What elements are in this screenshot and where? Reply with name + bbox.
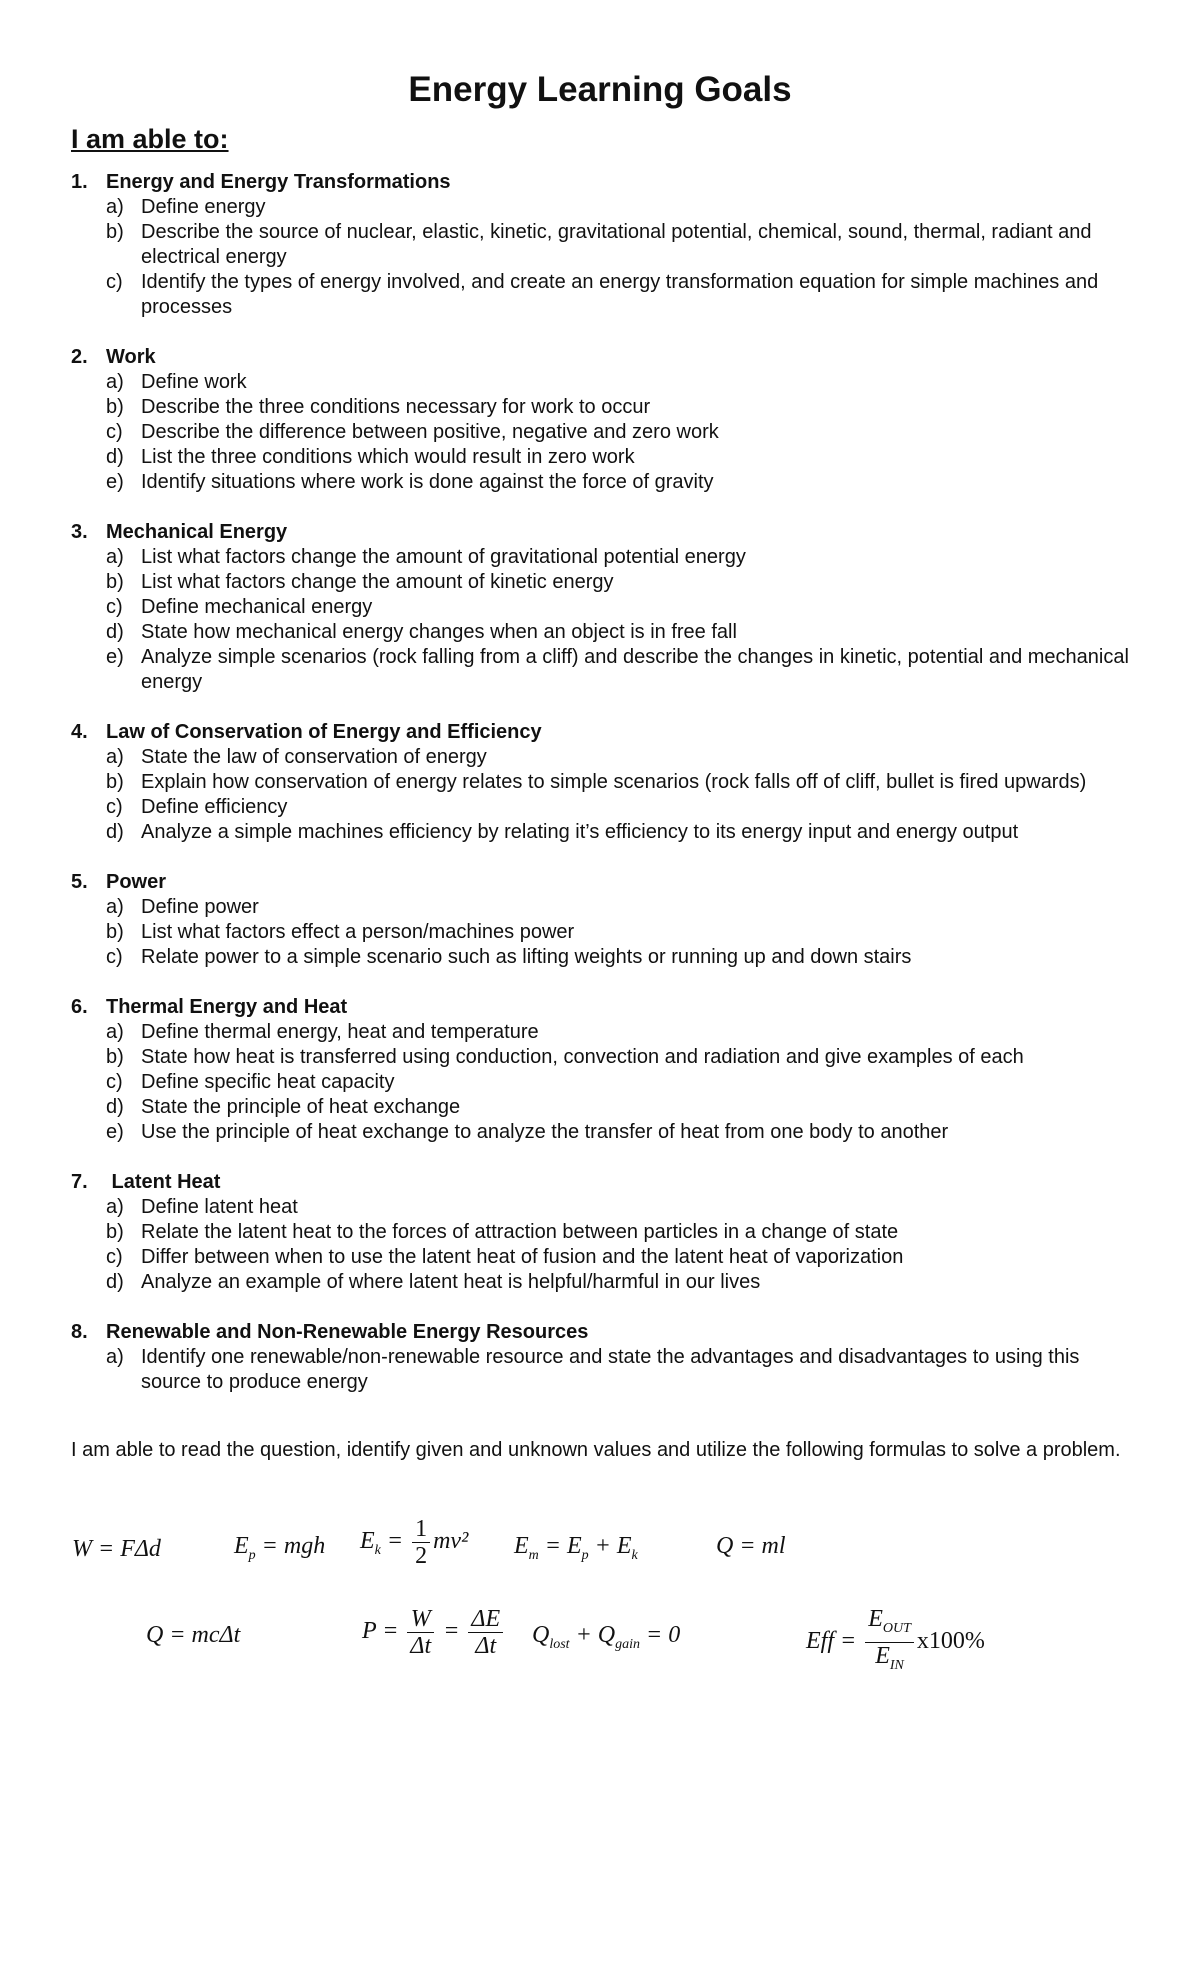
goal-section	[71, 720, 1141, 845]
section-number: 4.	[71, 721, 88, 743]
goal-section	[71, 1320, 1141, 1395]
item-text: State how heat is transferred using conduction, convection and radiation and give examples of each	[141, 1046, 1024, 1068]
item-letter: d)	[106, 1271, 124, 1293]
item-text: Describe the difference between positive, negative and zero work	[141, 421, 719, 443]
item-text: List what factors change the amount of kinetic energy	[141, 571, 614, 593]
item-letter: c)	[106, 421, 123, 443]
item-letter: b)	[106, 221, 124, 243]
section-number: 2.	[71, 346, 88, 368]
item-letter: e)	[106, 471, 124, 493]
section-title: Renewable and Non-Renewable Energy Resources	[106, 1321, 589, 1343]
item-text: Define specific heat capacity	[141, 1071, 395, 1093]
section-title: Mechanical Energy	[106, 521, 288, 543]
item-text: Explain how conservation of energy relates to simple scenarios (rock falls off of cliff, bullet is fired upwards)	[141, 771, 1087, 793]
item-letter: b)	[106, 571, 124, 593]
formula-kinetic-energy: $E_k$ = $\frac{1}{2}$ mv²	[360, 1516, 469, 1569]
section-heading	[71, 1170, 1141, 1195]
section-number: 8.	[71, 1321, 88, 1343]
item-text: Identify situations where work is done against the force of gravity	[141, 471, 714, 493]
item-text: Define efficiency	[141, 796, 288, 818]
goal-item	[71, 1020, 1141, 1045]
section-title: Law of Conservation of Energy and Efficiency	[106, 721, 542, 743]
item-text: List what factors effect a person/machines power	[141, 921, 575, 943]
item-text: Define mechanical energy	[141, 596, 373, 618]
item-text: Define latent heat	[141, 1196, 298, 1218]
goal-section	[71, 170, 1141, 320]
goal-item	[71, 270, 1141, 320]
item-letter: d)	[106, 446, 124, 468]
item-text: Relate power to a simple scenario such as lifting weights or running up and down stairs	[141, 946, 912, 968]
goal-item	[71, 645, 1141, 695]
item-letter: a)	[106, 546, 124, 568]
page-title: Energy Learning Goals	[408, 70, 792, 109]
section-heading	[71, 170, 1141, 195]
item-text: Use the principle of heat exchange to analyze the transfer of heat from one body to another	[141, 1121, 949, 1143]
goal-section	[71, 1170, 1141, 1295]
item-text: Define work	[141, 371, 247, 393]
item-text: Identify the types of energy involved, and create an energy transformation equation for simple machines and processes	[141, 271, 1099, 318]
goal-section	[71, 520, 1141, 695]
section-title: Thermal Energy and Heat	[106, 996, 348, 1018]
item-text: Differ between when to use the latent heat of fusion and the latent heat of vaporization	[141, 1246, 904, 1268]
item-letter: c)	[106, 1246, 123, 1268]
section-title: Work	[106, 346, 156, 368]
section-title: Latent Heat	[106, 1171, 221, 1193]
goal-section	[71, 995, 1141, 1145]
item-letter: b)	[106, 1221, 124, 1243]
section-heading	[71, 995, 1141, 1020]
goal-item	[71, 895, 1141, 920]
item-text: Define power	[141, 896, 259, 918]
goal-item	[71, 370, 1141, 395]
item-text: Identify one renewable/non-renewable resource and state the advantages and disadvantages to using this source to produce energy	[141, 1346, 1080, 1393]
item-text: State how mechanical energy changes when an object is in free fall	[141, 621, 737, 643]
item-letter: b)	[106, 396, 124, 418]
item-text: Describe the source of nuclear, elastic, kinetic, gravitational potential, chemical, sound, thermal, radiant and electrical energy	[141, 221, 1092, 268]
item-letter: d)	[106, 821, 124, 843]
goal-item	[71, 445, 1141, 470]
item-text: Define energy	[141, 196, 266, 218]
goal-item	[71, 420, 1141, 445]
item-letter: c)	[106, 1071, 123, 1093]
goal-item	[71, 745, 1141, 770]
section-number: 1.	[71, 171, 88, 193]
goal-item	[71, 620, 1141, 645]
goal-item	[71, 1195, 1141, 1220]
section-heading	[71, 1320, 1141, 1345]
item-letter: a)	[106, 1196, 124, 1218]
item-letter: c)	[106, 596, 123, 618]
section-number: 6.	[71, 996, 88, 1018]
formula-mechanical-energy: $E_m = E_p + E_k$	[514, 1533, 638, 1563]
item-text: State the law of conservation of energy	[141, 746, 487, 768]
item-letter: a)	[106, 746, 124, 768]
item-letter: d)	[106, 1096, 124, 1118]
goal-item	[71, 920, 1141, 945]
goal-item	[71, 1120, 1141, 1145]
item-text: Analyze an example of where latent heat is helpful/harmful in our lives	[141, 1271, 761, 1293]
learning-goals-list	[71, 170, 1141, 1420]
section-title: Energy and Energy Transformations	[106, 171, 451, 193]
item-text: State the principle of heat exchange	[141, 1096, 461, 1118]
formula-work: W = FΔd	[72, 1536, 161, 1562]
formulas-intro: I am able to read the question, identify given and unknown values and utilize the following formulas to solve a problem.	[71, 1439, 1121, 1461]
item-letter: a)	[106, 1346, 124, 1368]
item-letter: b)	[106, 921, 124, 943]
item-text: Analyze a simple machines efficiency by relating it’s efficiency to its energy input and energy output	[141, 821, 1019, 843]
goal-item	[71, 1070, 1141, 1095]
goal-item	[71, 945, 1141, 970]
item-letter: e)	[106, 1121, 124, 1143]
item-text: Describe the three conditions necessary for work to occur	[141, 396, 651, 418]
goal-item	[71, 795, 1141, 820]
item-text: Define thermal energy, heat and temperature	[141, 1021, 539, 1043]
goal-item	[71, 195, 1141, 220]
formula-power: P = $\frac{W}{\Delta t}$ = $\frac{\Delta E}{\Delta t}$	[362, 1606, 506, 1659]
item-letter: e)	[106, 646, 124, 668]
section-number: 7.	[71, 1171, 88, 1193]
goal-item	[71, 1270, 1141, 1295]
section-number: 3.	[71, 521, 88, 543]
section-heading	[71, 345, 1141, 370]
goal-section	[71, 870, 1141, 970]
section-heading	[71, 520, 1141, 545]
goal-item	[71, 470, 1141, 495]
item-letter: c)	[106, 796, 123, 818]
goal-item	[71, 1095, 1141, 1120]
item-letter: a)	[106, 1021, 124, 1043]
goal-item	[71, 545, 1141, 570]
goal-item	[71, 595, 1141, 620]
section-heading	[71, 870, 1141, 895]
formula-heat-exchange: $Q_{lost} + Q_{gain} = 0$	[532, 1622, 681, 1652]
item-letter: a)	[106, 196, 124, 218]
formula-efficiency: Eff = $\frac{E_{OUT}}{E_{IN}}$ x100%	[806, 1606, 985, 1673]
goal-item	[71, 1345, 1141, 1395]
item-letter: c)	[106, 271, 123, 293]
section-heading	[71, 720, 1141, 745]
item-letter: a)	[106, 896, 124, 918]
item-letter: b)	[106, 771, 124, 793]
formula-latent-heat: Q = ml	[716, 1533, 786, 1559]
section-title: Power	[106, 871, 167, 893]
item-text: List what factors change the amount of gravitational potential energy	[141, 546, 746, 568]
goal-item	[71, 820, 1141, 845]
goal-item	[71, 1045, 1141, 1070]
goal-item	[71, 220, 1141, 270]
item-letter: a)	[106, 371, 124, 393]
item-text: List the three conditions which would result in zero work	[141, 446, 635, 468]
goal-section	[71, 345, 1141, 495]
goal-item	[71, 770, 1141, 795]
formula-specific-heat: Q = mcΔt	[146, 1622, 241, 1648]
item-letter: d)	[106, 621, 124, 643]
item-text: Relate the latent heat to the forces of attraction between particles in a change of state	[141, 1221, 899, 1243]
formula-potential-energy: $E_p$ = mgh	[234, 1533, 326, 1563]
section-number: 5.	[71, 871, 88, 893]
item-text: Analyze simple scenarios (rock falling from a cliff) and describe the changes in kinetic, potential and mechanical energy	[141, 646, 1129, 693]
item-letter: c)	[106, 946, 123, 968]
item-letter: b)	[106, 1046, 124, 1068]
goal-item	[71, 1245, 1141, 1270]
goal-item	[71, 395, 1141, 420]
goal-item	[71, 570, 1141, 595]
page-subtitle: I am able to:	[71, 124, 229, 154]
goal-item	[71, 1220, 1141, 1245]
